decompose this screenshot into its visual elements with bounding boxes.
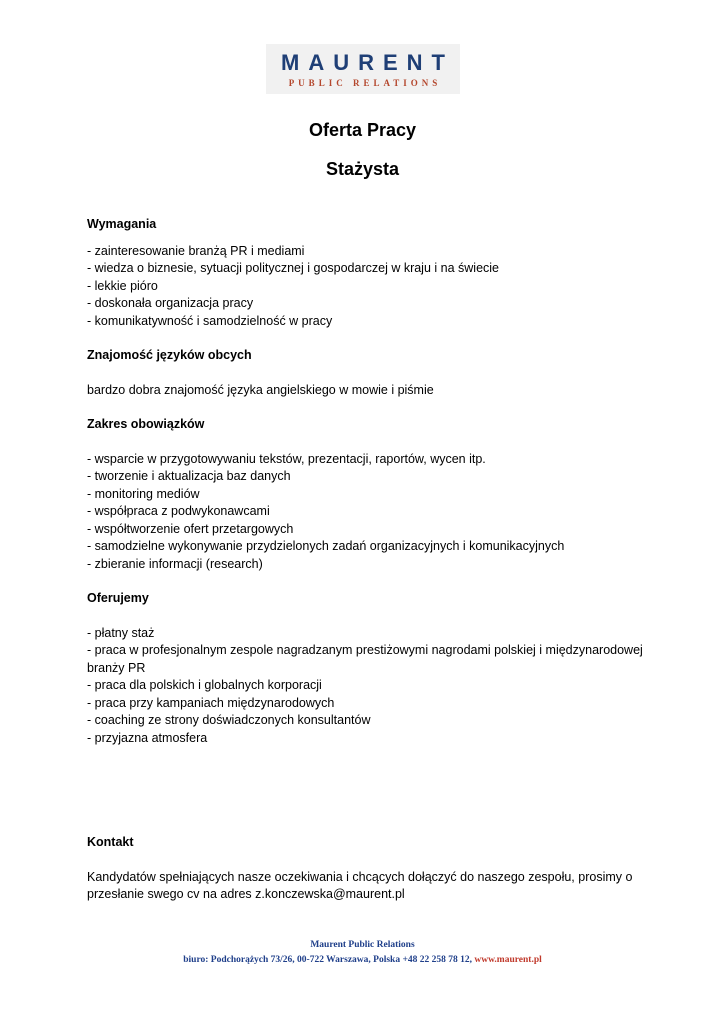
section-heading-duties: Zakres obowiązków <box>87 417 205 431</box>
list-item: - zainteresowanie branżą PR i mediami <box>87 243 305 258</box>
languages-text: bardzo dobra znajomość języka angielskiego w mowie i piśmie <box>87 382 434 397</box>
list-item: - doskonała organizacja pracy <box>87 296 254 310</box>
list-item: - samodzielne wykonywanie przydzielonych zadań organizacyjnych i komunikacyjnych <box>87 539 565 553</box>
footer-address-line <box>0 953 725 968</box>
list-item: - praca przy kampaniach międzynarodowych <box>87 695 335 710</box>
page-footer <box>0 938 725 968</box>
page-title: Oferta Pracy <box>308 120 417 140</box>
page-subtitle: Stażysta <box>325 159 400 179</box>
footer-website-link[interactable]: www.maurent.pl <box>474 955 542 965</box>
contact-section <box>87 834 647 904</box>
list-item: - wiedza o biznesie, sytuacji politycznej i gospodarczej w kraju i na świecie <box>87 261 499 275</box>
list-item: - płatny staż <box>87 625 155 640</box>
list-item: - współtworzenie ofert przetargowych <box>87 521 294 536</box>
list-item: - przyjazna atmosfera <box>87 730 208 745</box>
list-item: - monitoring mediów <box>87 486 200 501</box>
list-item: - coaching ze strony doświadczonych konsultantów <box>87 713 371 727</box>
list-item: - współpraca z podwykonawcami <box>87 504 270 518</box>
section-heading-offer: Oferujemy <box>87 591 149 605</box>
section-heading-languages: Znajomość języków obcych <box>87 348 252 362</box>
logo-wordmark: MAURENT <box>281 50 454 75</box>
list-item: - wsparcie w przygotowywaniu tekstów, prezentacji, raportów, wycen itp. <box>87 451 486 466</box>
footer-company: Maurent Public Relations <box>310 940 415 950</box>
list-item: - praca w profesjonalnym zespole nagradzanym prestiżowymi nagrodami polskiej i międzynarodowej branży PR <box>87 643 643 675</box>
logo-tagline: PUBLIC RELATIONS <box>288 78 442 88</box>
list-item: - zbieranie informacji (research) <box>87 556 263 571</box>
company-logo <box>266 44 460 94</box>
footer-address: biuro: Podchorążych 73/26, 00-722 Warszawa, Polska +48 22 258 78 12, <box>183 955 475 965</box>
section-heading-contact: Kontakt <box>87 835 134 849</box>
list-item: - lekkie pióro <box>87 278 158 293</box>
list-item: - komunikatywność i samodzielność w pracy <box>87 313 333 328</box>
list-item: - tworzenie i aktualizacja baz danych <box>87 469 291 483</box>
section-heading-requirements: Wymagania <box>87 217 157 231</box>
list-item: - praca dla polskich i globalnych korporacji <box>87 678 322 692</box>
contact-text: Kandydatów spełniających nasze oczekiwania i chcących dołączyć do naszego zespołu, prosimy o przesłanie swego cv na adres z.konczewska@maurent.pl <box>87 869 633 901</box>
offer-body <box>87 216 647 747</box>
